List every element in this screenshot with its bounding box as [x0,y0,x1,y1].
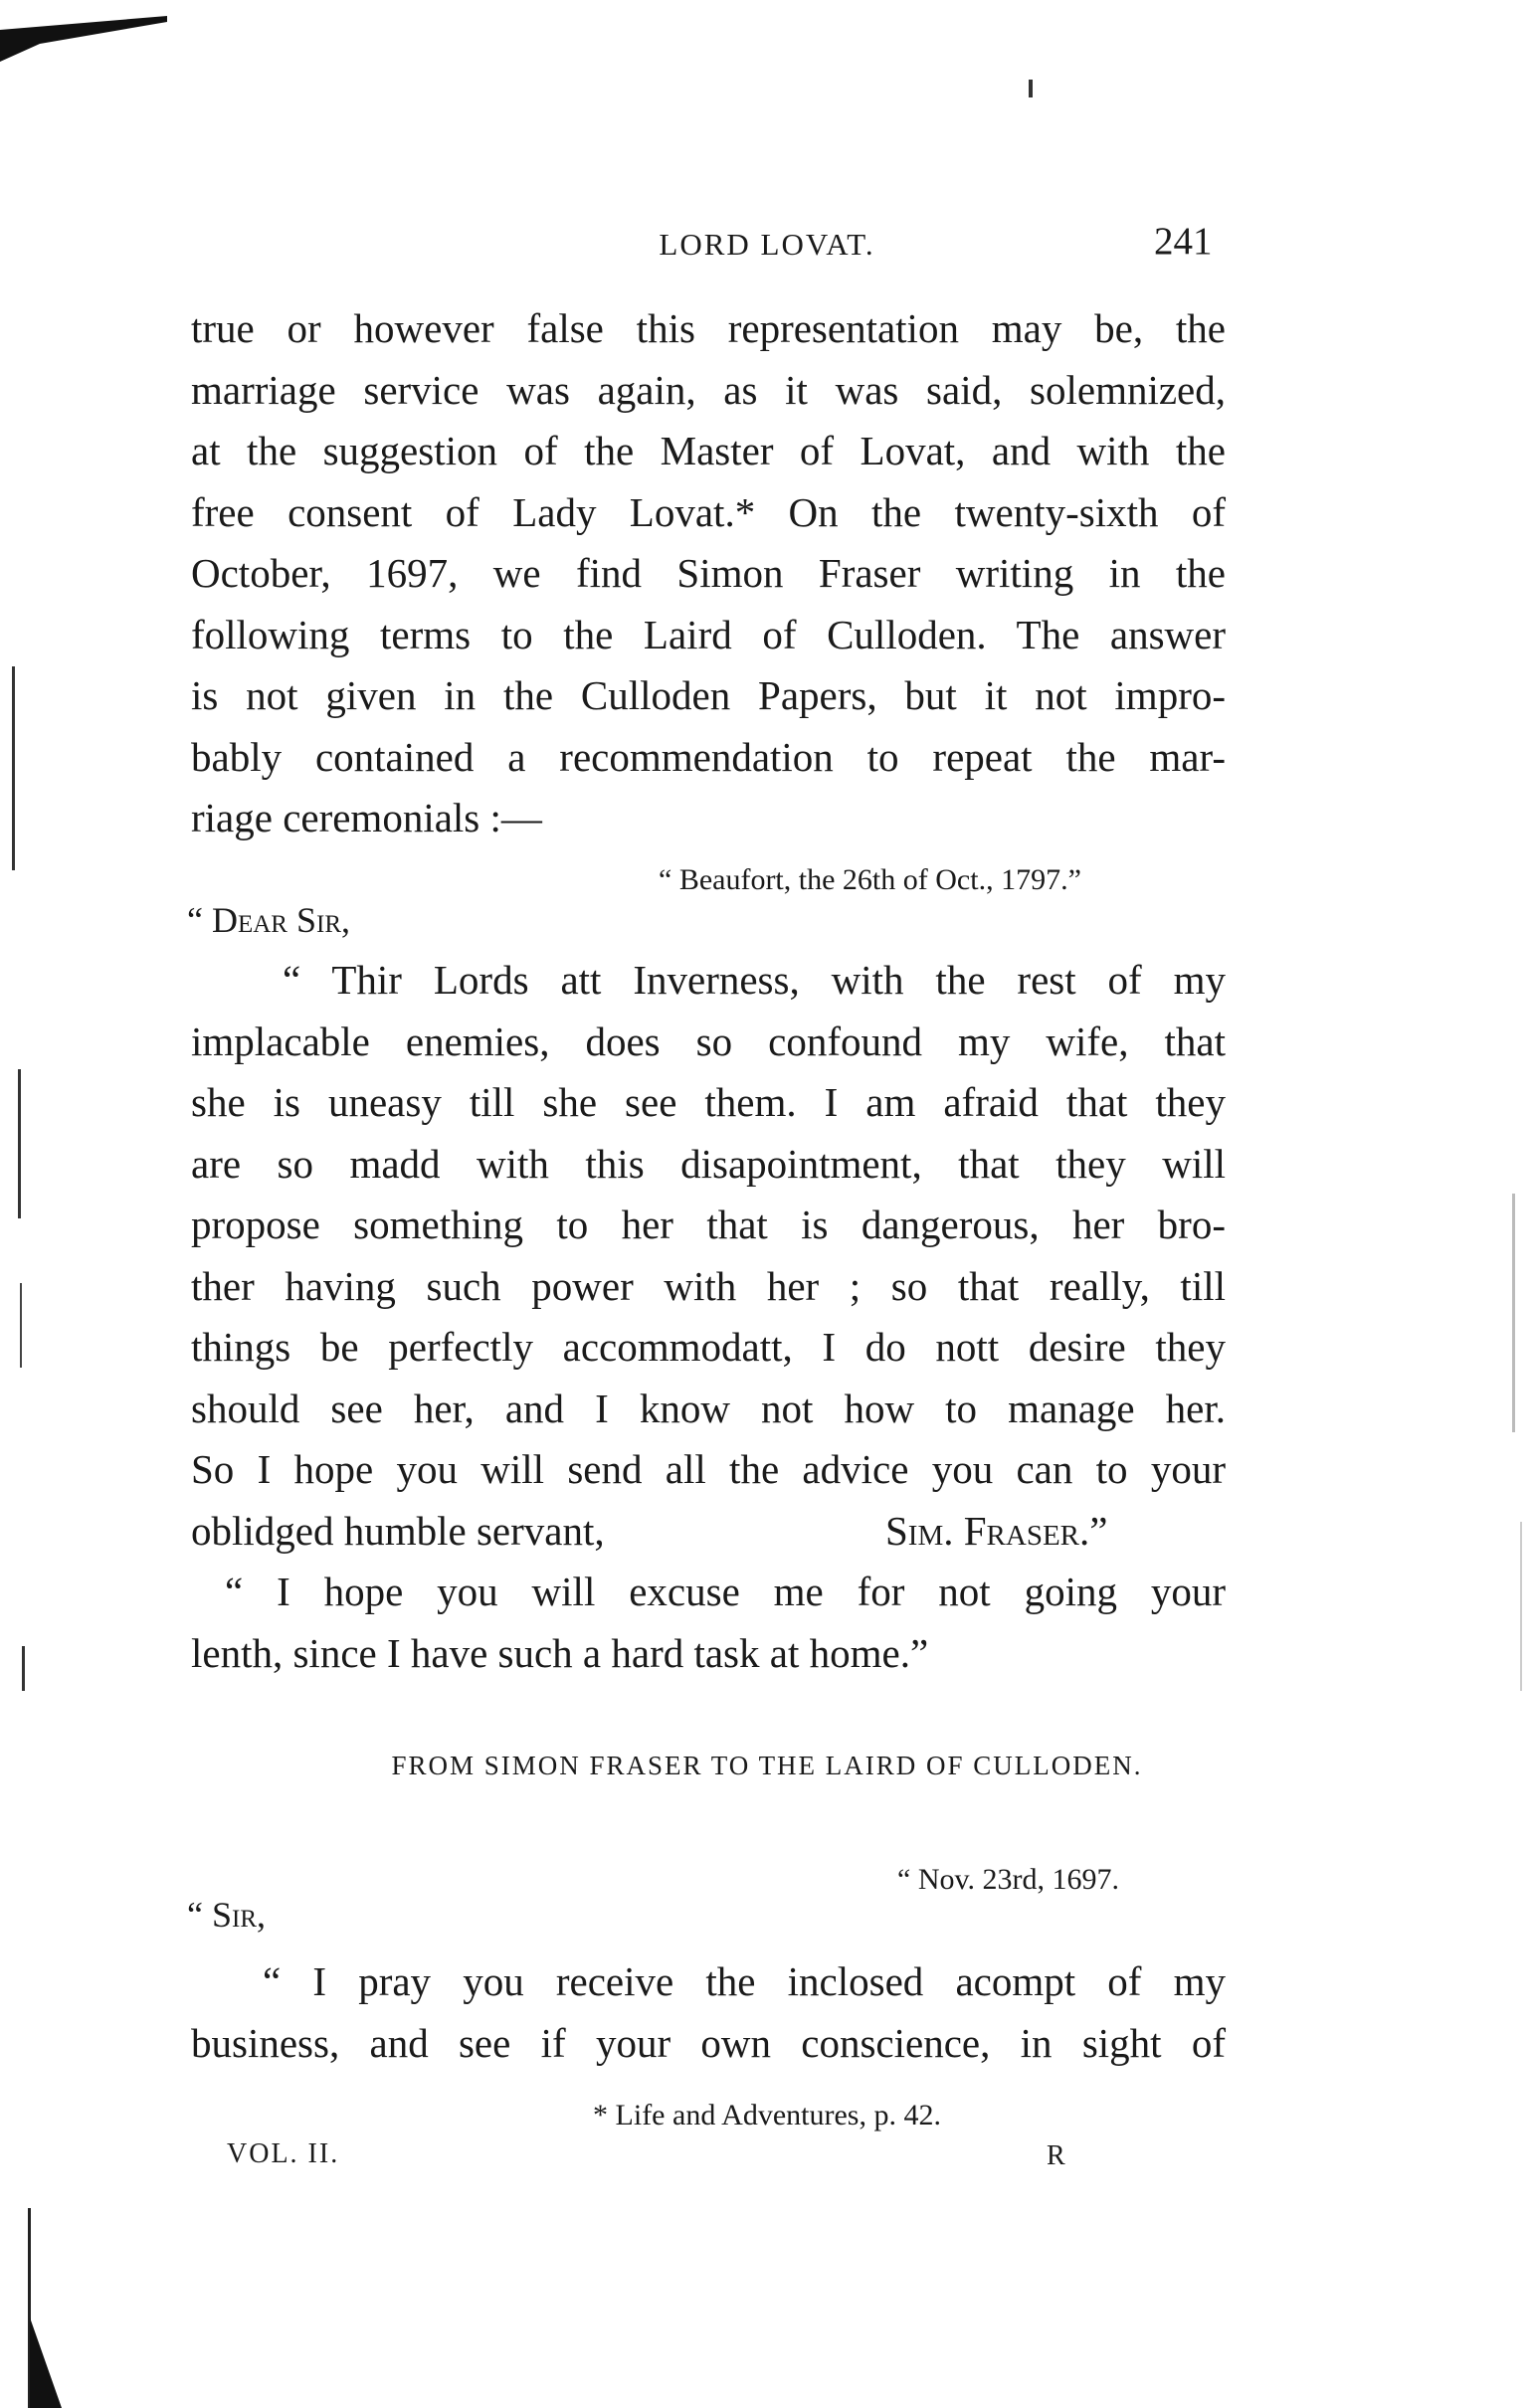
text-line: ther having such power with her ; so that really, till [191,1262,1226,1309]
salutation-quote: “ [187,900,212,940]
text-line: “ Thir Lords att Inverness, with the rest of my [283,957,1226,1003]
letter1-salutation [187,899,350,941]
footnote: * Life and Adventures, p. 42. [593,2099,941,2131]
letter2-dateline: “ Nov. 23rd, 1697. [897,1863,1120,1896]
letter1-body [191,950,1226,1684]
letter1-dateline: “ Beaufort, the 26th of Oct., 1797.” [659,863,1081,896]
text-line: should see her, and I know not how to manage her. [191,1385,1226,1431]
text-line: propose something to her that is dangerous, her bro- [191,1202,1226,1247]
signature-mark: R [1047,2140,1065,2171]
letter2-heading: FROM SIMON FRASER TO THE LAIRD OF CULLODEN. [391,1751,1143,1780]
page-number: 241 [1154,220,1213,263]
text-line: free consent of Lady Lovat.* On the twenty-sixth of [191,488,1226,535]
text-line: riage ceremonials :— [191,795,542,840]
text-line: are so madd with this disapointment, that they will [191,1140,1226,1187]
text-line: So I hope you will send all the advice you can to your [191,1446,1226,1492]
text-line: true or however false this representation may be, the [191,305,1226,351]
closing-line [191,1501,1226,1563]
text-line: bably contained a recommendation to repeat the mar- [191,733,1226,780]
salutation-text: Dear Sir, [211,900,351,940]
letter2-salutation [187,1894,266,1936]
text-line: “ I pray you receive the inclosed acompt of my [263,1958,1226,2004]
salutation-text: Sir, [211,1895,267,1935]
text-line: marriage service was again, as it was said, solemnized, [191,366,1226,413]
paragraph-main [191,298,1226,849]
salutation-quote: “ [187,1895,212,1935]
text-line: implacable enemies, does so confound my wife, that [191,1018,1226,1064]
letter1-signature: Sim. Fraser.” [885,1507,1108,1554]
volume-mark: VOL. II. [227,2138,340,2169]
text-line: following terms to the Laird of Culloden. The answer [191,611,1226,657]
text-line: is not given in the Culloden Papers, but it not impro- [191,672,1226,718]
text-line: things be perfectly accommodatt, I do nott desire they [191,1324,1226,1370]
text-line: she is uneasy till she see them. I am afraid that they [191,1079,1226,1125]
text-line: “ I hope you will excuse me for not going your [225,1569,1226,1614]
text-line: business, and see if your own conscience, in sight of [191,2019,1226,2066]
closing-text: oblidged humble servant, [191,1507,605,1554]
letter2-body [191,1951,1226,2074]
text-line: October, 1697, we find Simon Fraser writing in the [191,550,1226,596]
running-title: LORD LOVAT. [659,227,875,262]
text-line: lenth, since I have such a hard task at home.” [191,1629,929,1676]
text-line: at the suggestion of the Master of Lovat, and with the [191,428,1226,473]
